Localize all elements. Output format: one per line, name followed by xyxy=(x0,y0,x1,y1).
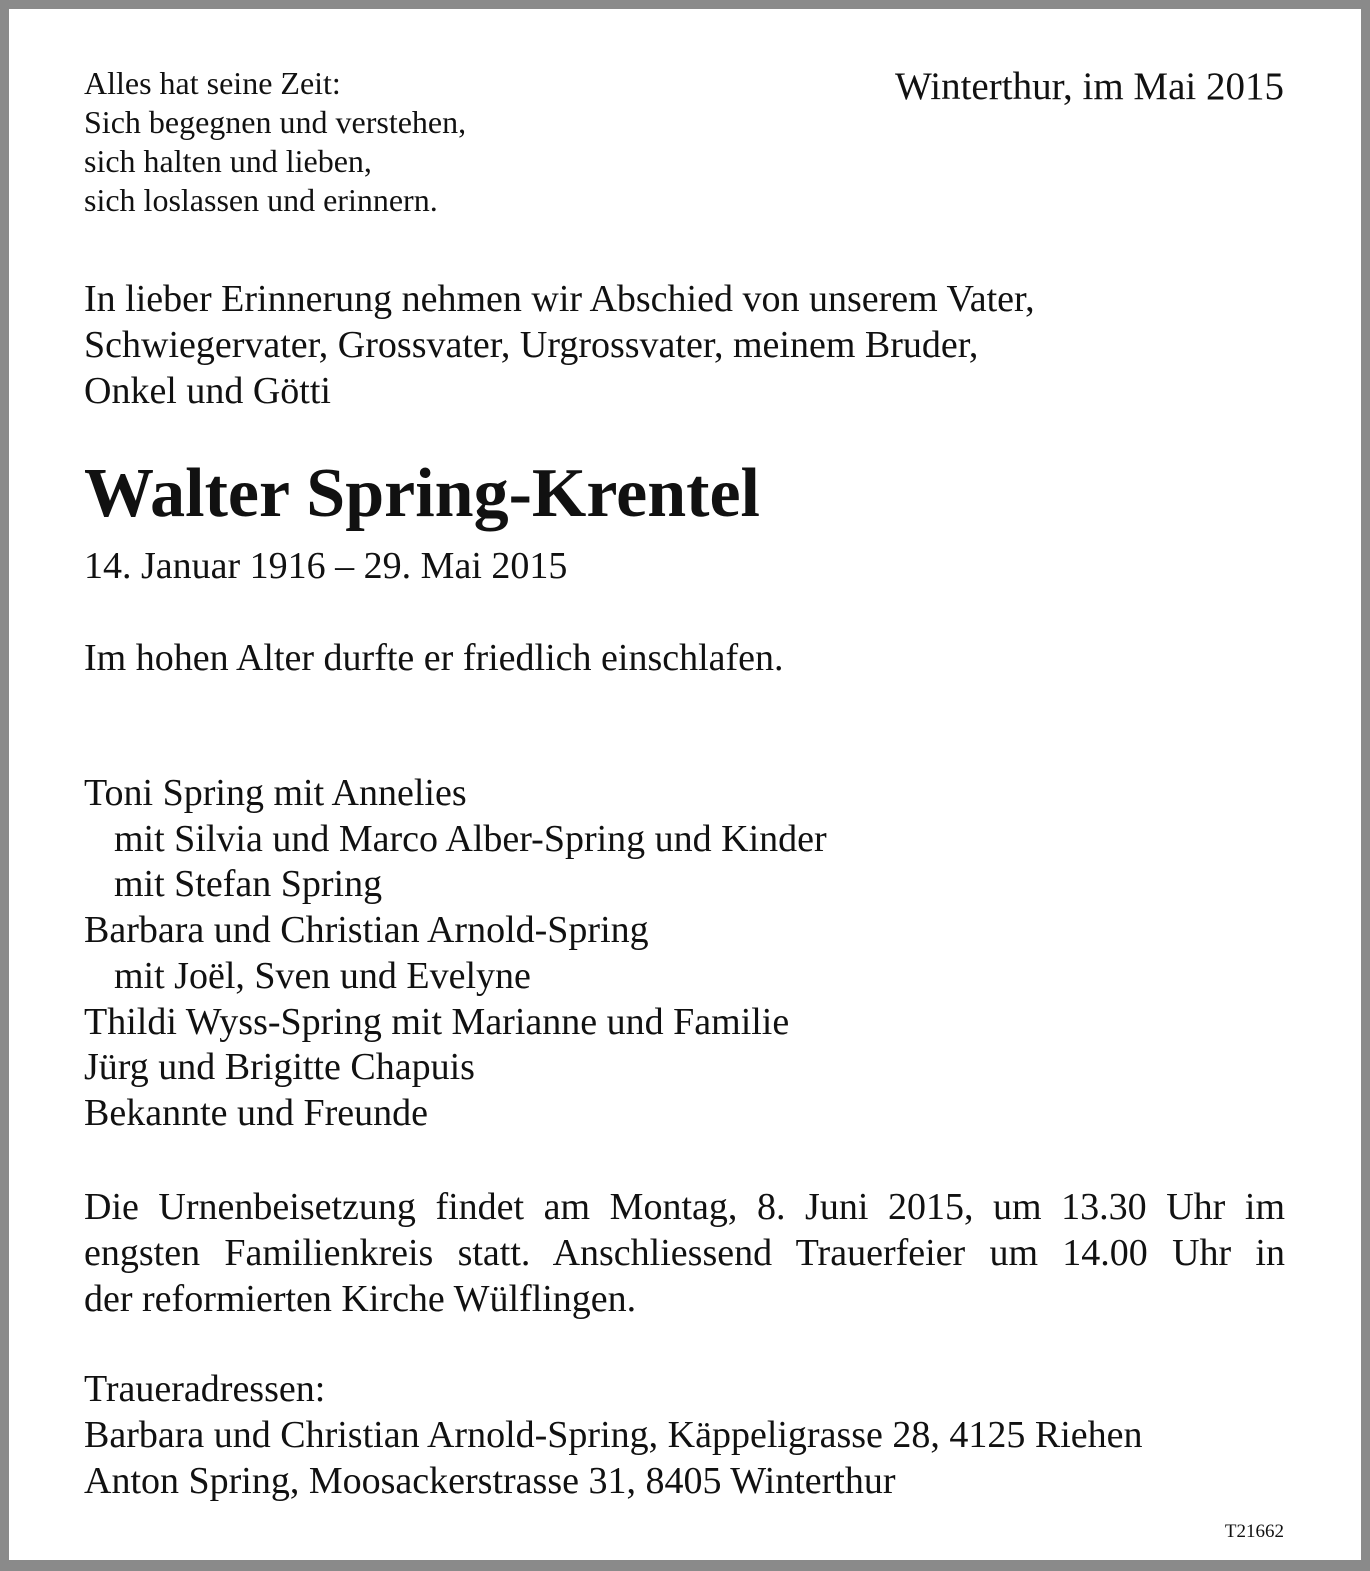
mourner-line: Barbara und Christian Arnold-Spring xyxy=(84,909,649,952)
mourner-line: Thildi Wyss-Spring mit Marianne und Familie xyxy=(84,1000,790,1043)
statement-text: Im hohen Alter durfte er friedlich einschlafen. xyxy=(84,637,784,679)
life-dates: 14. Januar 1916 – 29. Mai 2015 xyxy=(84,545,568,587)
mourner-line: Bekannte und Freunde xyxy=(84,1091,429,1134)
motto-line: Sich begegnen und verstehen, xyxy=(84,104,467,140)
ceremony-line: engsten Familienkreis statt. Anschliessend Trauerfeier um 14.00 Uhr in xyxy=(84,1232,1285,1274)
addresses-heading: Traueradressen: xyxy=(84,1368,326,1410)
deceased-name: Walter Spring-Krentel xyxy=(84,455,760,532)
motto-line: Alles hat seine Zeit: xyxy=(84,65,341,101)
intro-line: Onkel und Götti xyxy=(84,370,331,412)
mourner-line: Toni Spring mit Annelies xyxy=(84,772,467,814)
motto-verse xyxy=(84,64,466,220)
mourner-line: mit Joël, Sven und Evelyne xyxy=(114,954,531,997)
mourning-addresses xyxy=(84,1366,1143,1504)
ceremony-line: der reformierten Kirche Wülflingen. xyxy=(84,1278,637,1320)
motto-line: sich halten und lieben, xyxy=(84,143,372,179)
address-line: Barbara und Christian Arnold-Spring, Käppeligrasse 28, 4125 Riehen xyxy=(84,1414,1143,1456)
place-and-date: Winterthur, im Mai 2015 xyxy=(895,65,1284,108)
reference-code: T21662 xyxy=(1224,1521,1284,1542)
address-line: Anton Spring, Moosackerstrasse 31, 8405 Winterthur xyxy=(84,1460,896,1502)
mourner-line: mit Silvia und Marco Alber-Spring und Kinder xyxy=(114,817,827,860)
mourner-line: Jürg und Brigitte Chapuis xyxy=(84,1046,475,1089)
ceremony-line: Die Urnenbeisetzung findet am Montag, 8. Juni 2015, um 13.30 Uhr im xyxy=(84,1186,1285,1228)
intro-text xyxy=(84,276,1035,414)
mourner-line: mit Stefan Spring xyxy=(114,863,383,906)
ceremony-info xyxy=(84,1184,1285,1322)
mourners-list xyxy=(84,771,827,1137)
motto-line: sich loslassen und erinnern. xyxy=(84,182,438,218)
intro-line: In lieber Erinnerung nehmen wir Abschied von unserem Vater, xyxy=(84,278,1035,320)
intro-line: Schwiegervater, Grossvater, Urgrossvater, meinem Bruder, xyxy=(84,324,979,366)
